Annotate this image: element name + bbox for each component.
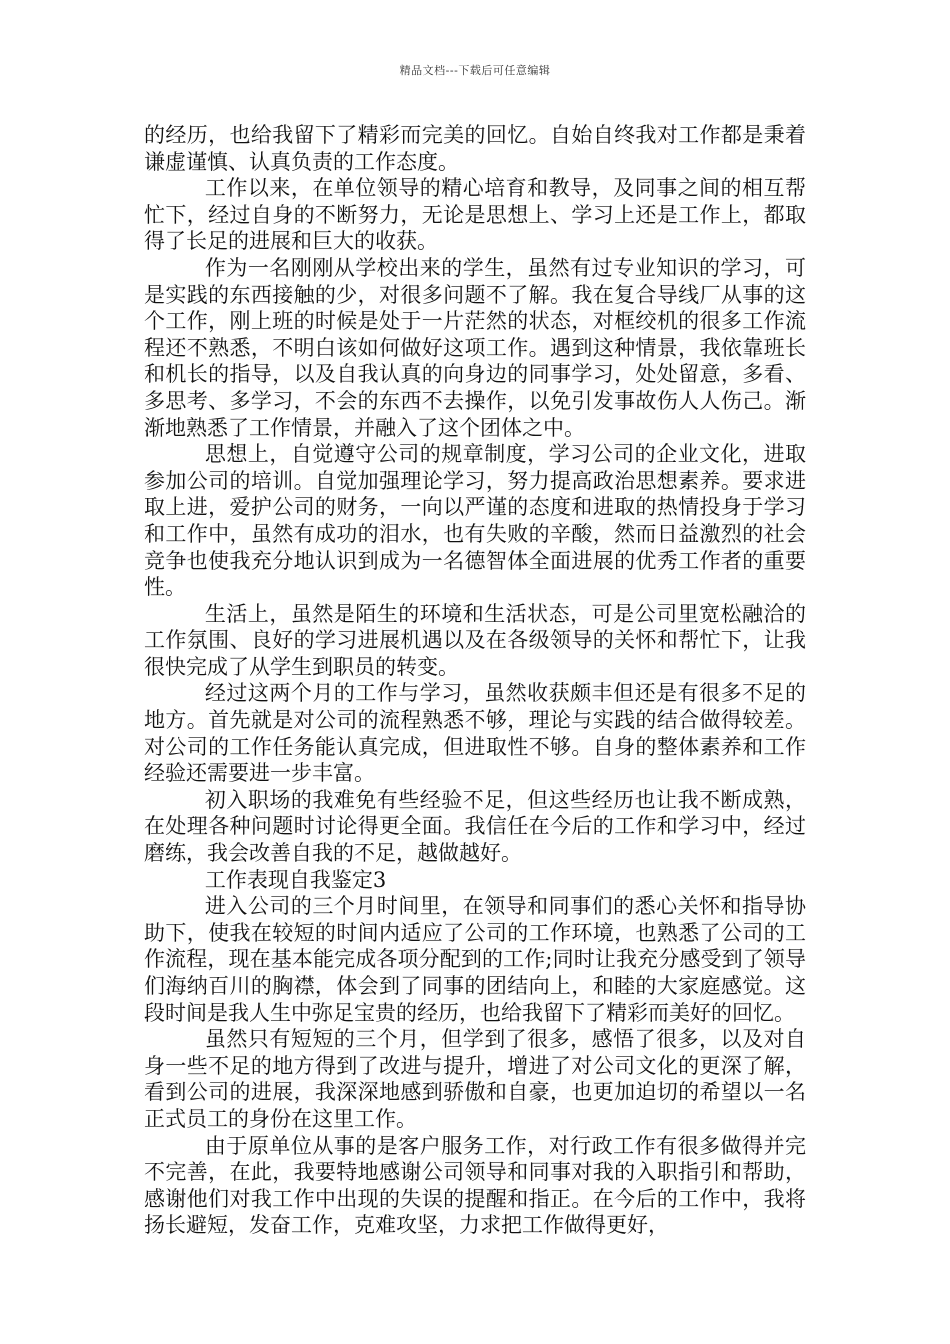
section-heading: 工作表现自我鉴定3 <box>204 867 387 892</box>
paragraph: 进入公司的三个月时间里，在领导和同事们的悉心关怀和指导协助下，使我在较短的时间内适应了公司的工作环境，也熟悉了公司的工作流程，现在基本能完成各项分配到的工作;同时让我充分感受到了领导们海纳百川的胸襟，体会到了同事的团结向上，和睦的大家庭感觉。这段时间是我人生中弥足宝贵的经历，也给我留下了精彩而美好的回忆。 <box>144 894 806 1025</box>
paragraph: 由于原单位从事的是客户服务工作，对行政工作有很多做得并完不完善，在此，我要特地感谢公司领导和同事对我的入职指引和帮助，感谢他们对我工作中出现的失误的提醒和指正。在今后的工作中，我将扬长避短，发奋工作，克难攻坚，力求把工作做得更好， <box>144 1133 806 1238</box>
document-body <box>144 122 806 1239</box>
page-header: 精品文档---下载后可任意编辑 <box>399 64 551 77</box>
paragraph: 的经历，也给我留下了精彩而完美的回忆。自始自终我对工作都是秉着谦虚谨慎、认真负责的工作态度。 <box>144 123 806 174</box>
paragraph: 工作以来，在单位领导的精心培育和教导，及同事之间的相互帮忙下，经过自身的不断努力，无论是思想上、学习上还是工作上，都取得了长足的进展和巨大的收获。 <box>144 176 806 254</box>
paragraph: 初入职场的我难免有些经验不足，但这些经历也让我不断成熟，在处理各种问题时讨论得更全面。我信任在今后的工作和学习中，经过磨练，我会改善自我的不足，越做越好。 <box>144 787 806 866</box>
paragraph: 经过这两个月的工作与学习，虽然收获颇丰但还是有很多不足的地方。首先就是对公司的流程熟悉不够，理论与实践的结合做得较差。对公司的工作任务能认真完成，但进取性不够。自身的整体素养和工作经验还需要进一步丰富。 <box>144 681 806 786</box>
paragraph: 虽然只有短短的三个月，但学到了很多，感悟了很多，以及对自身一些不足的地方得到了改进与提升，增进了对公司文化的更深了解，看到公司的进展，我深深地感到骄傲和自豪，也更加迫切的希望以一名正式员工的身份在这里工作。 <box>144 1027 806 1131</box>
paragraph: 作为一名刚刚从学校出来的学生，虽然有过专业知识的学习，可是实践的东西接触的少，对很多问题不了解。我在复合导线厂从事的这个工作，刚上班的时候是处于一片茫然的状态，对框绞机的很多工作流程还不熟悉，不明白该如何做好这项工作。遇到这种情景，我依靠班长和机长的指导，以及自我认真的向身边的同事学习，处处留意，多看、多思考、多学习，不会的东西不去操作，以免引发事故伤人人伤己。渐渐地熟悉了工作情景，并融入了这个团体之中。 <box>144 255 806 440</box>
paragraph: 生活上，虽然是陌生的环境和生活状态，可是公司里宽松融洽的工作氛围、良好的学习进展机遇以及在各级领导的关怀和帮忙下，让我很快完成了从学生到职员的转变。 <box>144 601 806 679</box>
paragraph: 思想上，自觉遵守公司的规章制度，学习公司的企业文化，进取参加公司的培训。自觉加强理论学习，努力提高政治思想素养。要求进取上进，爱护公司的财务，一向以严谨的态度和进取的热情投身于学习和工作中，虽然有成功的泪水，也有失败的辛酸，然而日益激烈的社会竞争也使我充分地认识到成为一名德智体全面进展的优秀工作者的重要性。 <box>144 442 806 600</box>
